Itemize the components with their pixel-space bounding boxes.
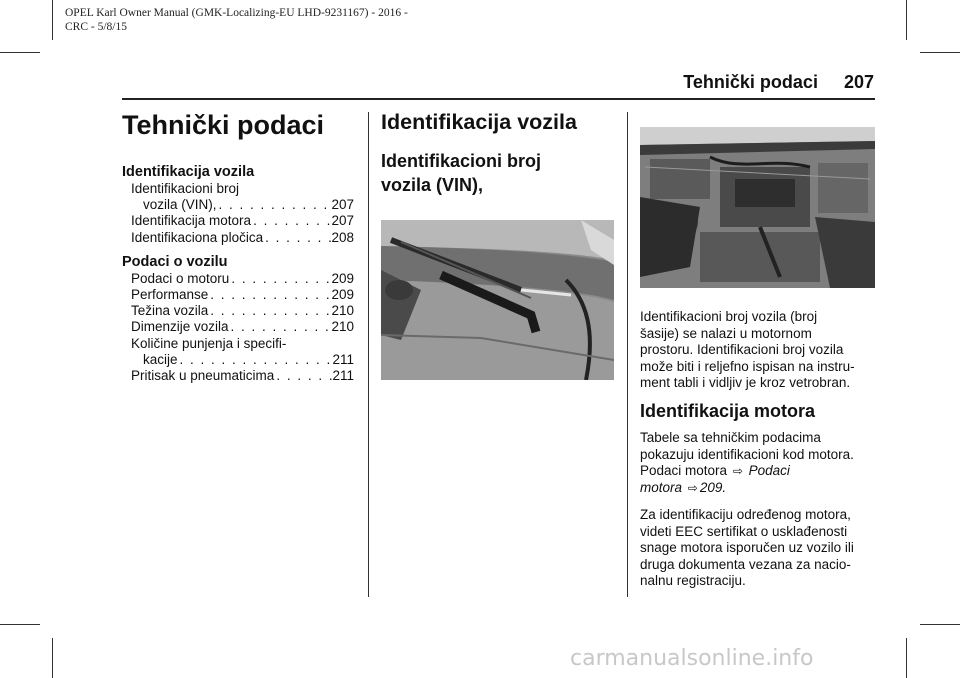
toc-entry-text: Identifikaciona pločica xyxy=(131,229,264,245)
toc-entry-text: kacije xyxy=(143,351,178,367)
engine-bay-image xyxy=(640,127,875,288)
toc-entry-page: 210 xyxy=(331,303,354,319)
reference-link[interactable]: Podaci xyxy=(748,463,790,478)
engine-paragraph xyxy=(640,430,878,463)
crop-mark xyxy=(920,624,960,625)
reference-prefix: Podaci motora xyxy=(640,463,728,478)
toc-entry[interactable] xyxy=(122,287,354,303)
text-line: može biti i reljefno ispisan na instru- xyxy=(640,358,855,374)
crop-mark xyxy=(920,52,960,53)
text-line: ment tabli i vidljiv je kroz vetrobran. xyxy=(640,375,851,391)
toc-entry-line[interactable]: Količine punjenja i specifi- xyxy=(131,335,287,351)
crop-mark xyxy=(906,0,907,40)
page-number: 207 xyxy=(843,72,874,92)
text-line: Tabele sa tehničkim podacima xyxy=(640,430,821,445)
toc-entry[interactable] xyxy=(122,368,354,384)
toc-section-title: Podaci o vozilu xyxy=(122,253,228,270)
text-line: videti EEC sertifikat o usklađenosti xyxy=(640,523,848,539)
reference-page[interactable]: 209. xyxy=(699,479,727,495)
print-meta xyxy=(65,6,485,34)
toc-entry-text: vozila (VIN), xyxy=(143,197,217,213)
toc-leader-dots xyxy=(274,368,332,384)
toc-entry[interactable] xyxy=(122,197,354,213)
crop-mark xyxy=(52,0,53,40)
toc-entry-line[interactable]: Identifikacioni broj xyxy=(131,181,240,196)
engine-certificate-paragraph xyxy=(640,507,878,590)
text-line: Za identifikaciju određenog motora, xyxy=(640,507,851,522)
section-title: Identifikacija vozila xyxy=(381,110,577,134)
column-divider xyxy=(627,112,628,597)
text-line: šasije) se nalazi u motornom xyxy=(640,325,812,341)
toc-entry-text: Dimenzije vozila xyxy=(131,319,229,335)
toc-entry-page: 207 xyxy=(331,213,354,229)
text-line: prostoru. Identifikacioni broj vozila xyxy=(640,342,844,358)
crop-mark xyxy=(0,624,40,625)
toc-entry[interactable] xyxy=(122,319,354,335)
toc-entry-text: Identifikacija motora xyxy=(131,213,252,229)
running-head xyxy=(660,72,874,93)
toc-entry-text: Pritisak u pneumaticima xyxy=(131,368,275,384)
toc-entry-page: 209 xyxy=(331,270,354,286)
watermark: carmanualsonline.info xyxy=(570,646,814,671)
toc-entry[interactable] xyxy=(122,230,354,246)
toc-leader-dots xyxy=(208,287,331,303)
toc-leader-dots xyxy=(178,352,333,368)
text-line: pokazuju identifikacioni kod motora. xyxy=(640,446,854,462)
toc-leader-dots xyxy=(229,271,331,287)
toc-entry-page: 210 xyxy=(331,319,354,335)
toc-entry[interactable] xyxy=(122,271,354,287)
table-of-contents xyxy=(122,163,354,384)
crop-mark xyxy=(0,52,40,53)
vin-paragraph xyxy=(640,309,878,392)
text-line: druga dokumenta vezana za nacio- xyxy=(640,556,851,572)
toc-entry[interactable] xyxy=(122,352,354,368)
page-reference-icon: ⇨ xyxy=(687,480,698,495)
crop-mark xyxy=(906,638,907,678)
toc-leader-dots xyxy=(263,230,331,246)
toc-entry-text: Težina vozila xyxy=(131,303,209,319)
toc-leader-dots xyxy=(208,303,331,319)
running-title: Tehnički podaci xyxy=(683,72,818,92)
engine-reference[interactable] xyxy=(640,463,878,496)
engine-heading: Identifikacija motora xyxy=(640,401,816,421)
toc-entry-text: Performanse xyxy=(131,287,209,303)
toc-entry-page: 208 xyxy=(331,229,354,245)
toc-entry[interactable] xyxy=(122,303,354,319)
toc-entry-page: 211 xyxy=(332,368,354,384)
toc-leader-dots xyxy=(251,213,331,229)
chapter-title: Tehnički podaci xyxy=(122,110,325,140)
text-line: nalnu registraciju. xyxy=(640,573,746,589)
vin-heading-line: Identifikacioni broj xyxy=(381,151,542,171)
page-reference-icon: ⇨ xyxy=(732,464,743,478)
toc-entry-text: Podaci o motoru xyxy=(131,270,230,286)
header-rule xyxy=(122,98,875,100)
toc-entry-page: 211 xyxy=(332,351,354,367)
vin-heading-line: vozila (VIN), xyxy=(381,175,484,195)
text-line: Identifikacioni broj vozila (broj xyxy=(640,309,818,324)
toc-leader-dots xyxy=(229,319,332,335)
print-meta-line: CRC - 5/8/15 xyxy=(65,21,127,33)
toc-entry[interactable] xyxy=(122,213,354,229)
vin-location-image xyxy=(381,220,614,380)
print-meta-line: OPEL Karl Owner Manual (GMK-Localizing-EU LHD-9231167) - 2016 - xyxy=(65,7,408,19)
toc-leader-dots xyxy=(217,197,332,213)
crop-mark xyxy=(52,638,53,678)
toc-entry-page: 207 xyxy=(331,197,354,213)
vin-heading xyxy=(381,149,611,197)
reference-link[interactable]: motora xyxy=(640,479,683,495)
toc-section-title: Identifikacija vozila xyxy=(122,164,255,180)
text-line: snage motora isporučen uz vozilo ili xyxy=(640,540,854,556)
column-divider xyxy=(368,112,369,597)
toc-entry-page: 209 xyxy=(331,287,354,303)
